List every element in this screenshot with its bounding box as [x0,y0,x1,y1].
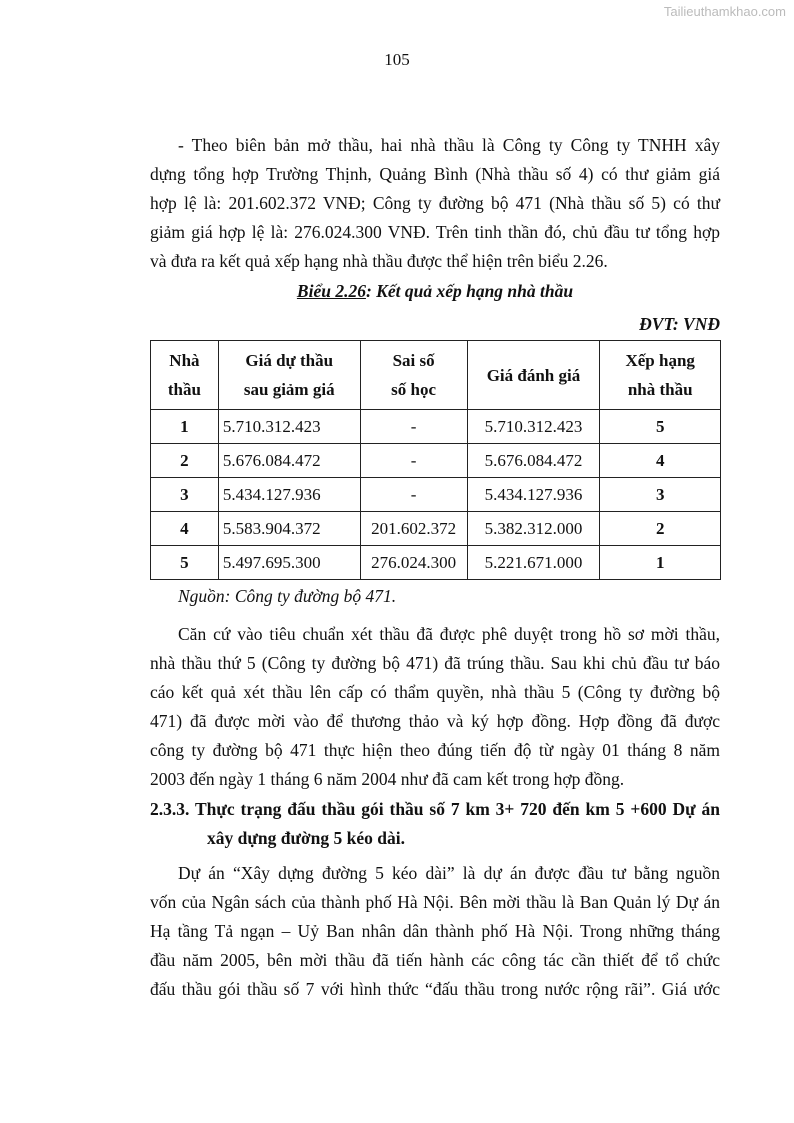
cell: 5.382.312.000 [467,512,600,546]
cell: 3 [151,478,219,512]
header-contractor: Nhà thầu [151,341,219,410]
paragraph-2 [150,620,720,794]
cell: 2 [600,512,721,546]
text-line: đầu năm 2005, bên mời thầu đã tiến hành các công tác cần thiết để tổ chức [150,950,720,970]
cell: 276.024.300 [360,546,467,580]
text-line: Dự án “Xây dựng đường 5 kéo dài” là dự án được đầu tư bằng nguồn [178,863,720,883]
cell: 5.710.312.423 [467,410,600,444]
cell: 1 [600,546,721,580]
cell: 5.710.312.423 [218,410,360,444]
text-line: và đưa ra kết quả xếp hạng nhà thầu được thể hiện trên biểu 2.26. [150,251,608,271]
text-line: - Theo biên bản mở thầu, hai nhà thầu là Công ty Công ty TNHH xây [178,135,720,155]
cell: 2 [151,444,219,478]
cell: - [360,478,467,512]
header-error: Sai số số học [360,341,467,410]
table-row [151,410,721,444]
cell: 5.221.671.000 [467,546,600,580]
text-line: cáo kết quả xét thầu lên cấp có thẩm quyền, nhà thầu 5 (Công ty đường bộ [150,682,720,702]
header-rank: Xếp hạng nhà thầu [600,341,721,410]
paragraph-1 [150,131,720,276]
text-line: giảm giá hợp lệ là: 276.024.300 VNĐ. Trên tinh thần đó, chủ đầu tư tổng hợp [150,222,720,242]
table-header-row [151,341,721,410]
text-line: đấu thầu gói thầu số 7 với hình thức “đấu thầu trong nước rộng rãi”. Giá ước [150,979,720,999]
cell: 4 [151,512,219,546]
cell: - [360,444,467,478]
text-line: 471) đã được mời vào để thương thảo và ký hợp đồng. Hợp đồng đã được [150,711,720,731]
watermark: Tailieuthamkhao.com [663,4,786,19]
cell: 4 [600,444,721,478]
header-evaluated-price: Giá đánh giá [467,341,600,410]
text-line: công ty đường bộ 471 thực hiện theo đúng tiến độ từ ngày 01 tháng 8 năm [150,740,720,760]
text-line: hợp lệ là: 201.602.372 VNĐ; Công ty đường bộ 471 (Nhà thầu số 5) có thư [150,193,720,213]
table-caption [150,281,720,302]
unit-label: ĐVT: VNĐ [639,314,720,334]
text-line: Căn cứ vào tiêu chuẩn xét thầu đã được phê duyệt trong hồ sơ mời thầu, [178,624,720,644]
cell: 1 [151,410,219,444]
text-line: 2003 đến ngày 1 tháng 6 năm 2004 như đã cam kết trong hợp đồng. [150,769,625,789]
caption-label: Biểu 2.26 [296,281,366,301]
table-row [151,546,721,580]
page-number: 105 [384,50,410,69]
text-line: Hạ tầng Tả ngạn – Uỷ Ban nhân dân thành phố Hà Nội. Trong những tháng [150,921,720,941]
table-source: Nguồn: Công ty đường bộ 471. [178,586,397,606]
cell: 5.434.127.936 [467,478,600,512]
table-row [151,478,721,512]
cell: 5.434.127.936 [218,478,360,512]
cell: 201.602.372 [360,512,467,546]
ranking-table [150,340,721,580]
cell: 3 [600,478,721,512]
paragraph-3 [150,859,720,1004]
cell: 5.676.084.472 [218,444,360,478]
header-bid-price: Giá dự thầu sau giảm giá [218,341,360,410]
cell: 5 [151,546,219,580]
caption-title: : Kết quả xếp hạng nhà thầu [365,281,574,301]
section-heading [150,795,720,853]
text-line: vốn của Ngân sách của thành phố Hà Nội. Bên mời thầu là Ban Quản lý Dự án [150,892,720,912]
text-line: nhà thầu thứ 5 (Công ty đường bộ 471) đã trúng thầu. Sau khi chủ đầu tư báo [150,653,720,673]
heading-line: xây dựng đường 5 kéo dài. [207,828,405,848]
cell: 5.497.695.300 [218,546,360,580]
cell: 5.583.904.372 [218,512,360,546]
cell: 5.676.084.472 [467,444,600,478]
heading-line: 2.3.3. Thực trạng đấu thầu gói thầu số 7 km 3+ 720 đến km 5 +600 Dự án [150,799,720,819]
table-row [151,512,721,546]
cell: 5 [600,410,721,444]
text-line: dựng tổng hợp Trường Thịnh, Quảng Bình (Nhà thầu số 4) có thư giảm giá [150,164,720,184]
cell: - [360,410,467,444]
table-row [151,444,721,478]
